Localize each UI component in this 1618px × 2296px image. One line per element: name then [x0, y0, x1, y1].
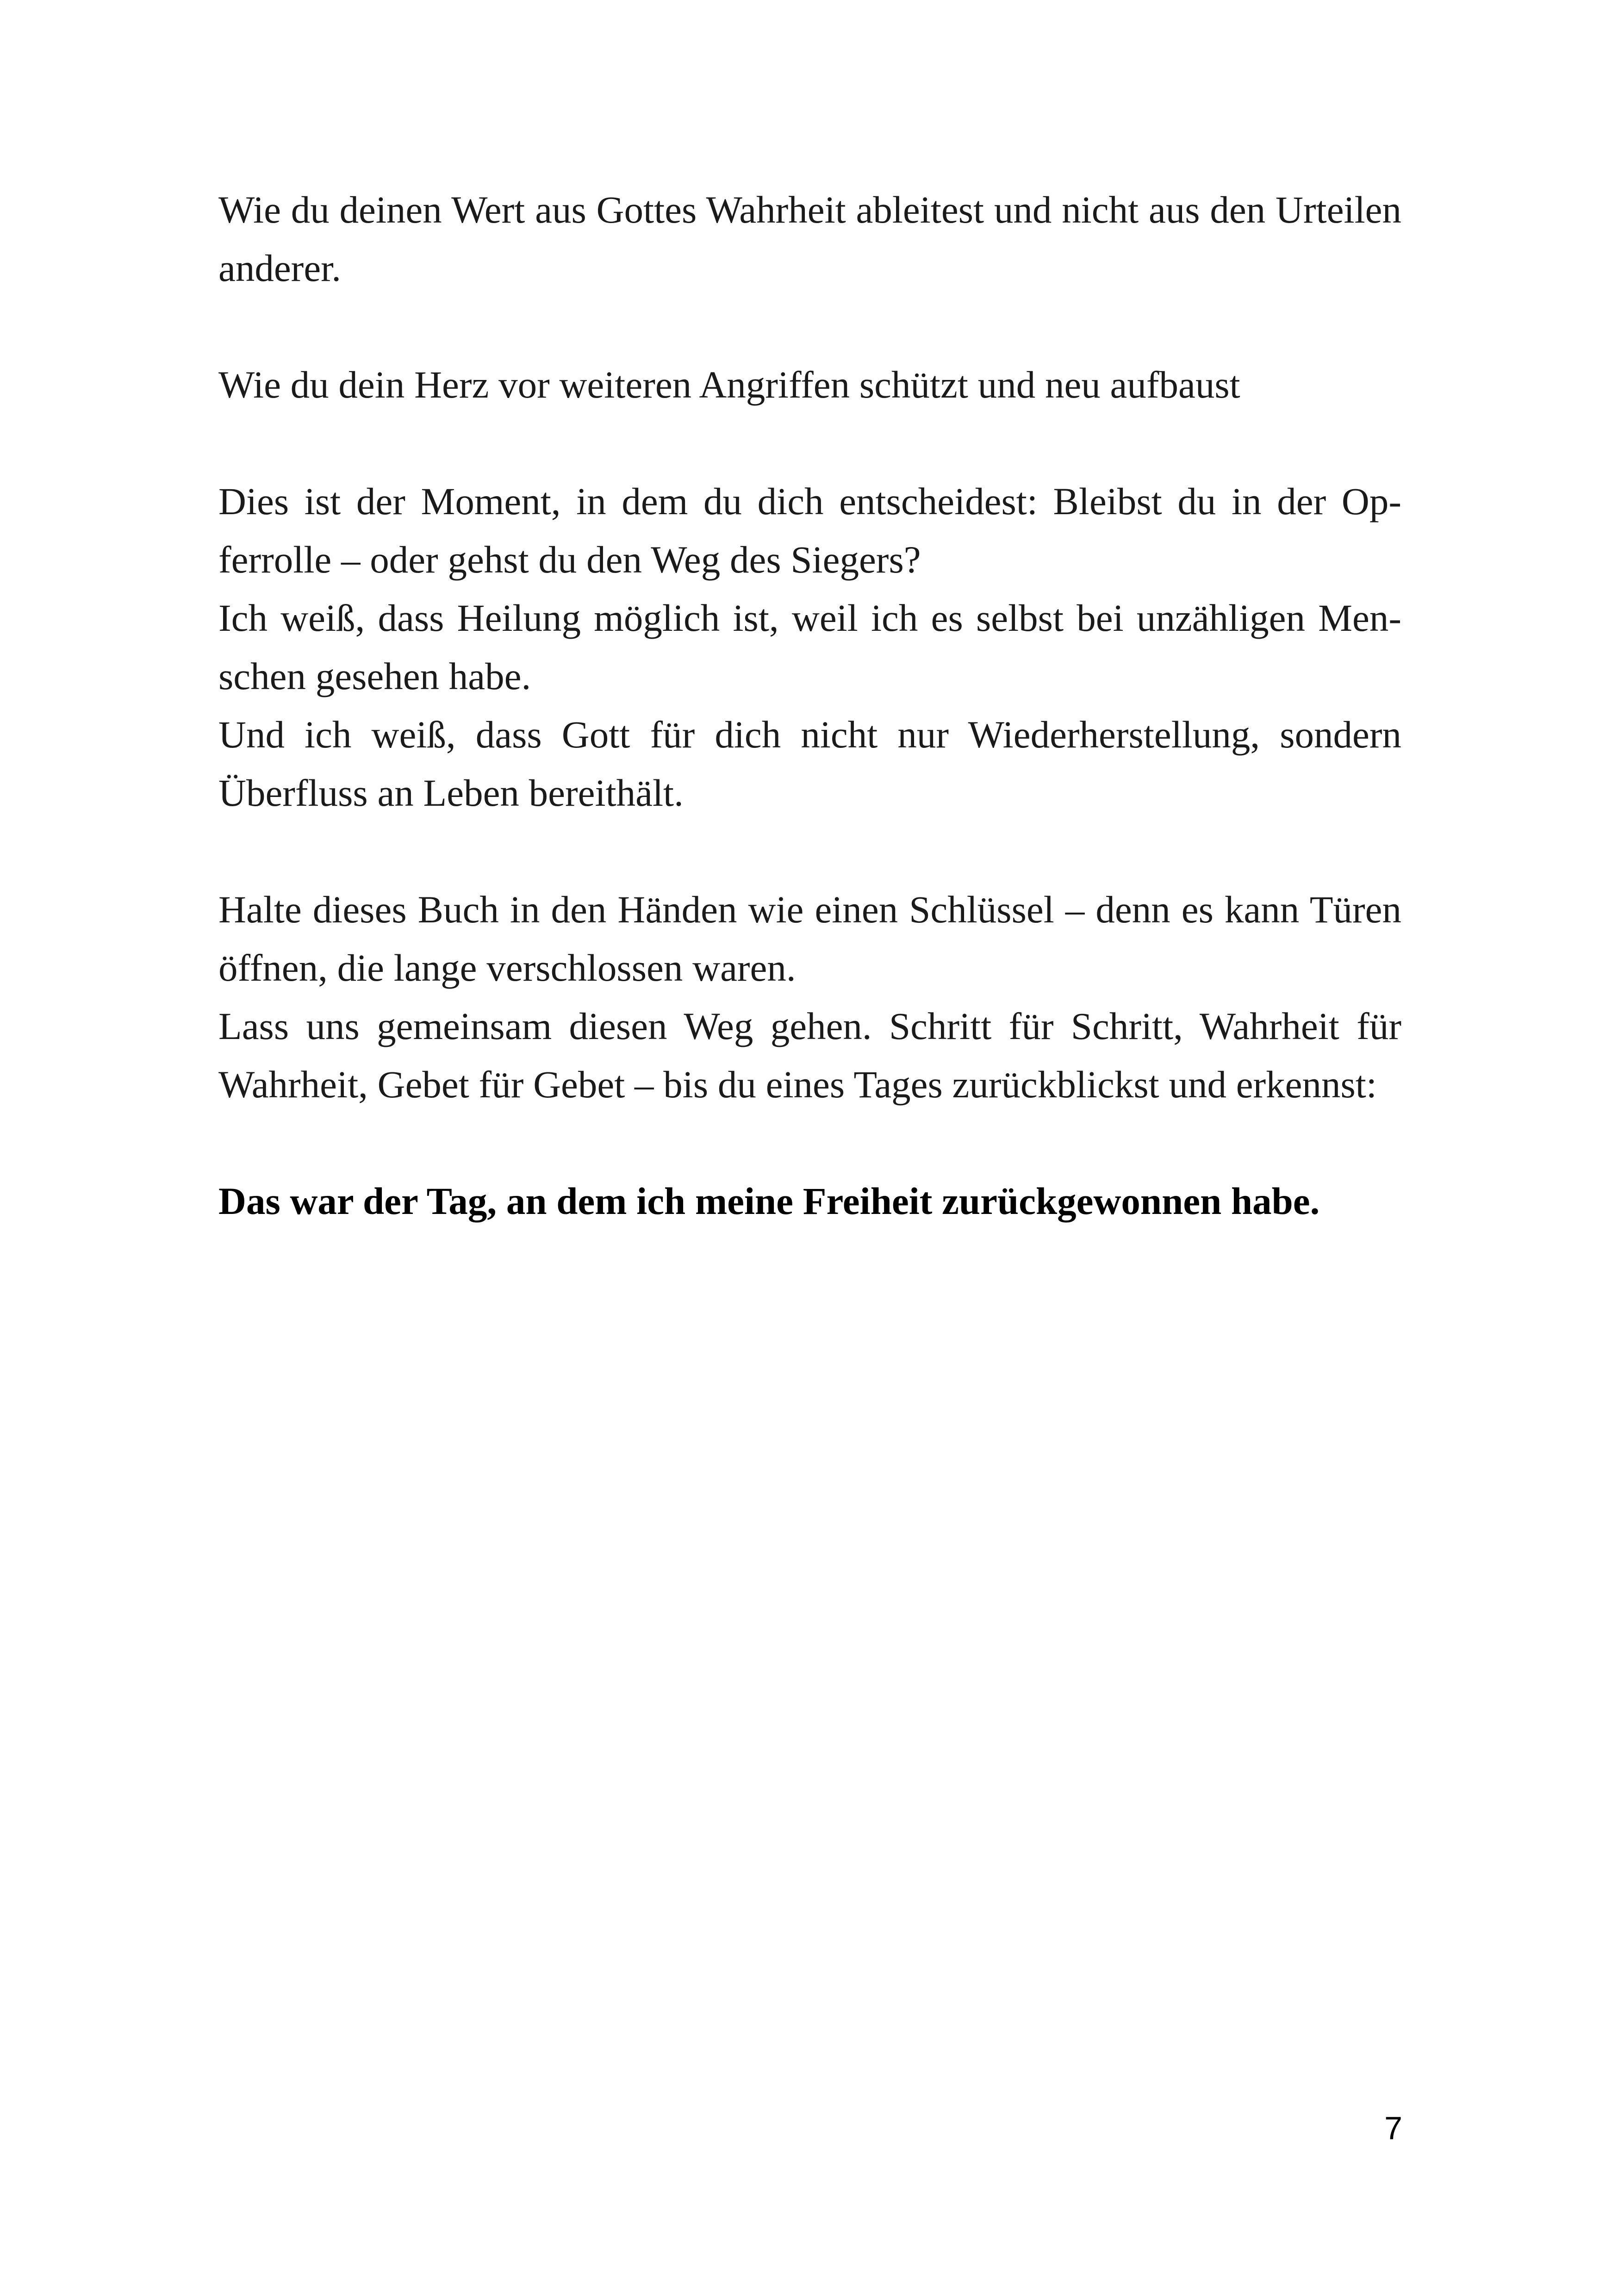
- paragraph-abundance: Und ich weiß, dass Gott für dich nicht nur Wiederherstellung, sondern Überfluss an Leben bereithält.: [218, 713, 1401, 814]
- page-number: 7: [1384, 2110, 1402, 2146]
- paragraph-healing: Ich weiß, dass Heilung möglich ist, weil ich es selbst bei unzähligen Menschen gesehen habe.: [218, 597, 1401, 697]
- closing-statement: Das war der Tag, an dem ich meine Freiheit zurückgewonnen habe.: [218, 1180, 1320, 1222]
- paragraph-journey: Lass uns gemeinsam diesen Weg gehen. Schritt für Schritt, Wahrheit für Wahrheit, Gebet für Gebet – bis du eines Tages zurückblickst und erkennst:: [218, 1005, 1401, 1106]
- paragraph-heart: Wie du dein Herz vor weiteren Angriffen schützt und neu aufbaust: [218, 363, 1240, 406]
- body-text: [218, 180, 1401, 1230]
- paragraph-worth: Wie du deinen Wert aus Gottes Wahrheit ableitest und nicht aus den Urteilen anderer.: [218, 188, 1401, 289]
- paragraph-key: Halte dieses Buch in den Händen wie einen Schlüssel – denn es kann Türen öffnen, die lange verschlossen waren.: [218, 888, 1401, 989]
- paragraph-decision: Dies ist der Moment, in dem du dich entscheidest: Bleibst du in der Opferrolle – oder gehst du den Weg des Siegers?: [218, 480, 1401, 581]
